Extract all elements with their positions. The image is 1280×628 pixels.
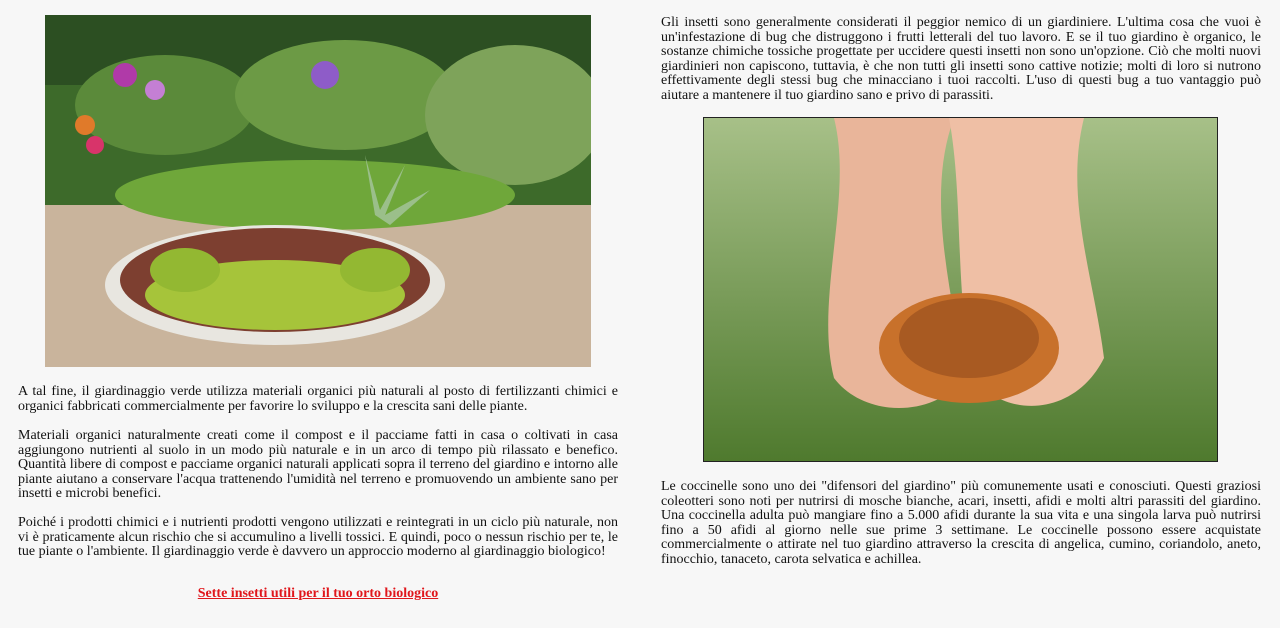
- ladybugs-image: [703, 117, 1218, 462]
- garden-image: [45, 15, 591, 367]
- paragraph: Materiali organici naturalmente creati come il compost e il pacciame fatti in casa o coltivati in casa aggiungono nutrienti al suolo in un modo più naturale e in un arco di tempo più rilassato e benefico. Quantità libere di compost e pacciame organici naturali applicati sopra il terreno del giardino e intorno alle piante aiutano a conservare l'acqua trattenendo l'umidità nel terreno e promuovendo un ambiente sano per insetti e microbi benefici.: [18, 428, 618, 502]
- paragraph: A tal fine, il giardinaggio verde utilizza materiali organici più naturali al posto di fertilizzanti chimici e organici fabbricati commercialmente per favorire lo sviluppo e la crescita sani delle piante.: [18, 384, 618, 414]
- paragraph: Le coccinelle sono uno dei "difensori del giardino" più comunemente usati e conosciuti. Questi graziosi coleotteri sono noti per nutrirsi di mosche bianche, acari, insetti, afidi e molti altri parassiti del giardino. Una coccinella adulta può mangiare fino a 5.000 afidi durante la sua vita e una singola larva può nutrirsi fino a 50 afidi al giorno nelle sue prime 3 settimane. Le coccinelle possono essere acquistate commercialmente o attirate nel tuo giardino attraverso la crescita di angelica, cumino, coriandolo, aneto, finocchio, tanaceto, carota selvatica e achillea.: [661, 479, 1261, 567]
- paragraph: Gli insetti sono generalmente considerati il peggior nemico di un giardiniere. L'ultima cosa che vuoi è un'infestazione di bug che distruggono i frutti letterali del tuo lavoro. E se il tuo giardino è organico, le sostanze chimiche tossiche progettate per uccidere questi insetti non sono un'opzione. Ciò che molti nuovi giardinieri non capiscono, tuttavia, è che non tutti gli insetti sono cattive notizie; molti di loro si nutrono effettivamente degli stessi bug che minacciano i tuoi raccolti. L'uso di questi bug a tuo vantaggio può aiutare a mantenere il tuo giardino sano e privo di parassiti.: [661, 15, 1261, 103]
- link-container: [18, 587, 618, 602]
- useful-insects-link[interactable]: Sette insetti utili per il tuo orto biologico: [197, 586, 439, 601]
- paragraph: Poiché i prodotti chimici e i nutrienti prodotti vengono utilizzati e reintegrati in un ciclo più naturale, non vi è praticamente alcun rischio che si accumulino a livelli tossici. E quindi, poco o nessun rischio per te, le tue piante o l'ambiente. Il giardinaggio verde è davvero un approccio moderno al giardinaggio biologico!: [18, 515, 618, 560]
